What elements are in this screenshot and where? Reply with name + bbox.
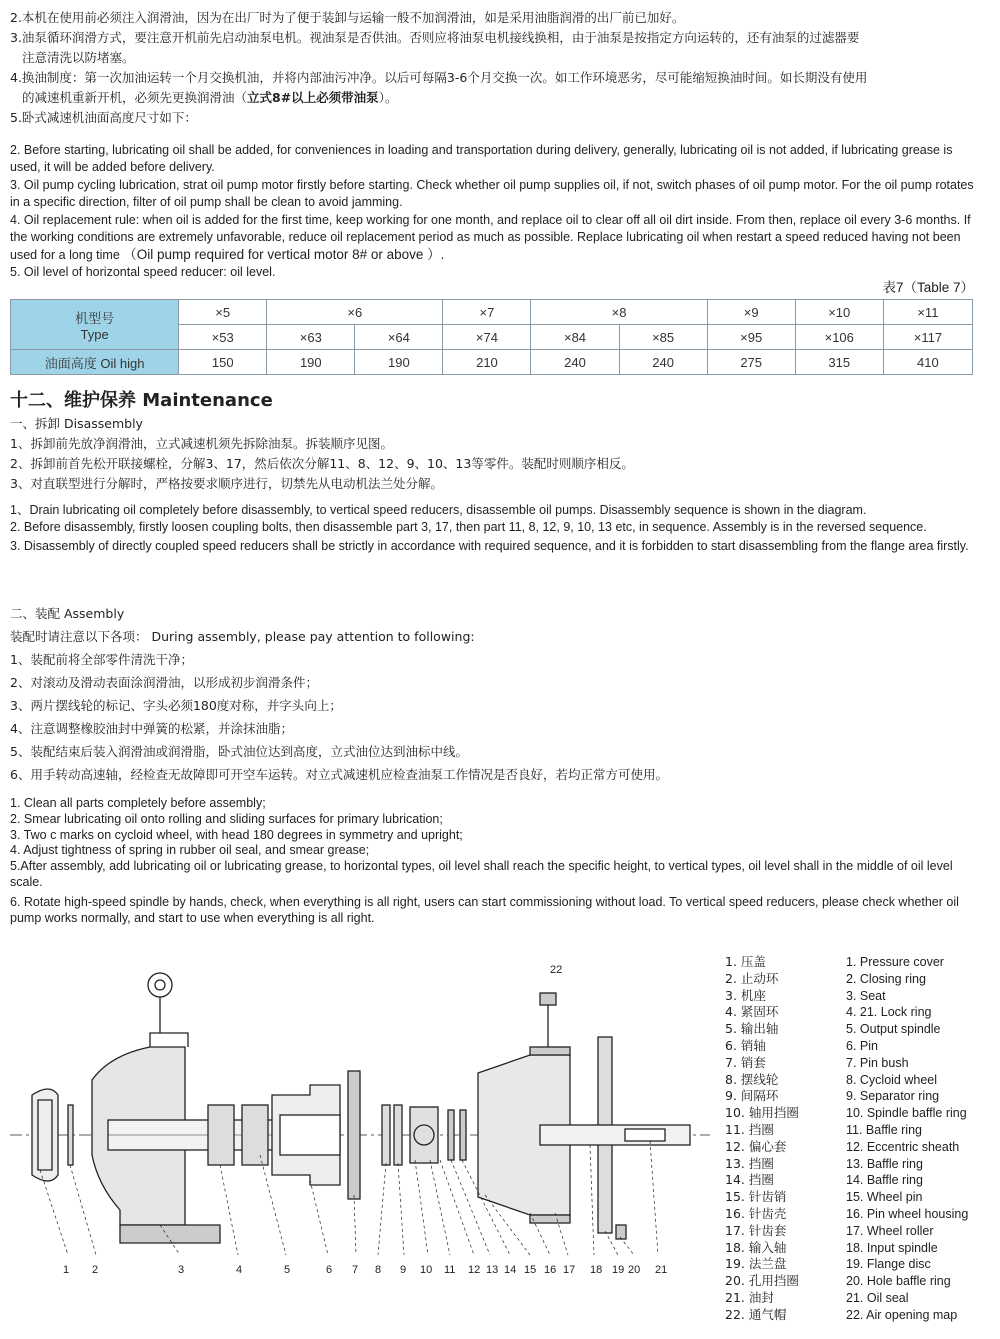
assembly-cn-5: 5、装配结束后装入润滑油或润滑脂，卧式油位达到高度，立式油位达到油标中线。 [10,744,468,759]
part-en-item: 16. Pin wheel housing [846,1206,969,1221]
cn-note-5: 5.卧式减速机油面高度尺寸如下： [10,110,197,125]
disassembly-cn [10,414,978,494]
disassembly-en [10,502,978,555]
part-cn-item: 15. 针齿销 [725,1189,787,1205]
type-header-en: Type [80,326,109,342]
part-cn-item: 20. 孔用挡圈 [725,1273,799,1289]
en-note-4-text: 4. Oil replacement rule: when oil is added for the first time, keep working for one month, and replace oil to clear off all oil dirt inside. From then, replace oil every 3-6 months. If the working conditions are extremely unfavorable, reduce oil replacement period as much as possible. Replace lubricating oil when restart a speed reduced having not been used for a long time [10,213,971,262]
diagram-label-9: 9 [400,1264,407,1276]
diagram-label-15: 15 [524,1264,537,1276]
part-en-item: 5. Output spindle [846,1022,941,1037]
oil-value-cell: 275 [707,350,795,375]
group-cell: ×8 [531,300,707,325]
assembly-cn [10,602,978,786]
part-en-item: 14. Baffle ring [846,1173,923,1188]
group-cell: ×11 [883,300,972,325]
diagram-label-11: 11 [444,1264,456,1276]
oil-value-cell: 210 [443,350,531,375]
part-cn-item: 1. 压盖 [725,954,766,969]
table-caption: 表7（Table 7） [882,280,974,295]
group-cell: ×7 [443,300,531,325]
part-en-item: 12. Eccentric sheath [846,1139,960,1154]
part-en-item: 10. Spindle baffle ring [846,1106,967,1121]
diagram-label-22: 22 [550,964,563,976]
en-note-4-pump: （Oil pump required for vertical motor 8# or above ）. [123,247,445,262]
model-cell: ×64 [355,325,443,350]
part-cn-item: 10. 轴用挡圈 [725,1105,799,1121]
part-cn-item: 7. 销套 [725,1054,766,1070]
diagram-label-20: 20 [628,1264,641,1276]
diagram-label-14: 14 [504,1264,517,1276]
diagram-label-18: 18 [590,1264,603,1276]
part-en-item: 18. Input spindle [846,1240,938,1255]
diagram-label-16: 16 [544,1264,557,1276]
disassembly-cn-2: 2、拆卸前首先松开联接螺栓，分解3、17，然后依次分解11、8、12、9、10、13等零件。装配时则顺序相反。 [10,456,634,471]
oil-value-cell: 240 [619,350,707,375]
cn-note-3: 3.油泵循环润滑方式，要注意开机前先启动油泵电机。视油泵是否供油。否则应将油泵电机接线换相，由于油泵是按指定方向运转的，还有油泵的过滤器要 [10,30,860,45]
part-en-item: 22. Air opening map [846,1307,958,1322]
cn-note-2: 2.本机在使用前必须注入润滑油，因为在出厂时为了便于装卸与运输一般不加润滑油，如是采用油脂润滑的出厂前已加好。 [10,10,685,25]
section-title: 十二、维护保养 Maintenance [10,390,273,411]
part-en-item: 2. Closing ring [846,971,926,986]
part-en-item: 17. Wheel roller [846,1223,934,1238]
assembly-en-5: 5.After assembly, add lubricating oil or lubricating grease, to horizontal types, oil level shall reach the specific height, to vertical types, oil level shall in the middle of oil level scale. [10,859,953,889]
part-en-item: 15. Wheel pin [846,1190,923,1205]
model-cell: ×117 [883,325,972,350]
diagram-label-19: 19 [612,1264,625,1276]
assembly-cn-6: 6、用手转动高速轴，经检查无故障即可开空车运转。对立式减速机应检查油泵工作情况是否良好，若均正常方可使用。 [10,767,668,782]
diagram-label-4: 4 [236,1264,243,1276]
en-notes [10,142,978,281]
diagram-label-7: 7 [352,1264,359,1276]
parts-legend-en [846,954,968,1324]
assembly-en-6: 6. Rotate high-speed spindle by hands, check, when everything is all right, users can start commissioning without load. To vertical speed reducers, please check whether oil pump works normally, and start to use when everything is all right. [10,894,959,925]
diagram-label-5: 5 [284,1264,291,1276]
cn-note-3-cont: 注意清洗以防堵塞。 [22,50,135,65]
assembly-title: 二、装配 Assembly [10,606,125,621]
part-cn-item: 12. 偏心套 [725,1138,787,1154]
part-cn-item: 18. 输入轴 [725,1239,787,1255]
diagram-label-13: 13 [486,1264,499,1276]
disassembly-cn-1: 1、拆卸前先放净润滑油，立式减速机须先拆除油泵。拆装顺序见图。 [10,436,393,451]
model-cell: ×84 [531,325,619,350]
part-cn-item: 5. 输出轴 [725,1021,779,1037]
disassembly-en-2: 2. Before disassembly, firstly loosen coupling bolts, then disassemble part 3, 17, then part 11, 8, 12, 9, 10, 13 etc, in sequence. Assembly is in the reversed sequence. [10,520,927,534]
part-cn-item: 9. 间隔环 [725,1088,779,1104]
part-en-item: 13. Baffle ring [846,1156,923,1171]
diagram-label-21: 21 [655,1264,668,1276]
en-note-5: 5. Oil level of horizontal speed reducer: oil level. [10,265,276,279]
assembly-cn-3: 3、两片摆线轮的标记、字头必须180度对称，并字头向上； [10,698,342,713]
type-header [11,300,179,350]
diagram-label-8: 8 [375,1264,382,1276]
en-note-3: 3. Oil pump cycling lubrication, strat oil pump motor firstly before starting. Check whether oil pump supplies oil, if not, switch phases of oil pump motor. For the oil pump rotates in a specific direction, filter of oil pump shall be clean to avoid jamming. [10,178,974,209]
part-cn-item: 11. 挡圈 [725,1121,774,1137]
diagram-label-17: 17 [563,1264,576,1276]
oil-value-cell: 315 [795,350,883,375]
disassembly-en-3: 3. Disassembly of directly coupled speed reducers shall be strictly in accordance with required sequence, and it is forbidden to start disassembling from the flange area firstly. [10,539,969,553]
model-cell: ×106 [795,325,883,350]
assembly-en-2: 2. Smear lubricating oil onto rolling and sliding surfaces for primary lubrication; [10,811,443,826]
assembly-en-4: 4. Adjust tightness of spring in rubber oil seal, and smear grease; [10,843,370,858]
part-en-item: 3. Seat [846,988,886,1003]
oil-value-cell: 150 [179,350,267,375]
diagram-label-6: 6 [326,1264,333,1276]
part-cn-item: 17. 针齿套 [725,1222,787,1238]
part-cn-item: 4. 紧固环 [725,1004,779,1020]
assembly-cn-2: 2、对滚动及滑动表面涂润滑油，以形成初步润滑条件； [10,675,318,690]
assembly-en-1: 1. Clean all parts completely before assembly; [10,796,266,810]
part-cn-item: 3. 机座 [725,987,766,1003]
part-en-item: 9. Separator ring [846,1089,940,1104]
model-cell: ×53 [179,325,267,350]
parts-legend-cn [725,954,799,1324]
part-en-item: 21. Oil seal [846,1290,909,1305]
exploded-diagram [10,955,715,1285]
oil-high-header: 油面高度 Oil high [11,350,179,375]
part-en-item: 6. Pin [846,1038,878,1053]
model-cell: ×74 [443,325,531,350]
part-en-item: 19. Flange disc [846,1257,931,1272]
cn-notes [10,8,978,128]
model-cell: ×85 [619,325,707,350]
part-en-item: 7. Pin bush [846,1055,909,1070]
cn-note-4: 4.换油制度：第一次加油运转一个月交换机油，并将内部油污冲净。以后可每隔3-6个月交换一次。如工作环境恶劣，尽可能缩短换油时间。如长期没有使用 [10,70,868,85]
diagram-label-12: 12 [468,1264,481,1276]
part-cn-item: 8. 摆线轮 [725,1071,779,1087]
diagram-label-1: 1 [63,1264,70,1276]
en-note-2: 2. Before starting, lubricating oil shall be added, for conveniences in loading and transportation during delivery, generally, lubricating oil is not added, if lubricating grease is used, it will be added before delivery. [10,143,953,174]
model-cell: ×95 [707,325,795,350]
model-cell: ×63 [267,325,355,350]
part-cn-item: 16. 针齿壳 [725,1205,787,1221]
part-en-item: 20. Hole baffle ring [846,1274,951,1289]
assembly-intro: 装配时请注意以下各项： During assembly, please pay attention to following: [10,629,475,644]
part-en-item: 8. Cycloid wheel [846,1072,938,1087]
group-cell: ×6 [267,300,443,325]
part-cn-item: 6. 销轴 [725,1037,766,1053]
part-cn-item: 19. 法兰盘 [725,1256,787,1272]
diagram-label-2: 2 [92,1264,99,1276]
group-cell: ×5 [179,300,267,325]
assembly-en-3: 3. Two c marks on cycloid wheel, with head 180 degrees in symmetry and upright; [10,827,463,842]
group-cell: ×10 [795,300,883,325]
part-cn-item: 2. 止动环 [725,970,779,986]
part-cn-item: 22. 通气帽 [725,1306,787,1322]
group-cell: ×9 [707,300,795,325]
oil-value-cell: 410 [883,350,972,375]
assembly-cn-4: 4、注意调整橡胶油封中弹簧的松紧，并涂抹油脂； [10,721,293,736]
type-header-cn: 机型号 [75,310,115,326]
part-cn-item: 21. 油封 [725,1289,774,1305]
disassembly-en-1: 1、Drain lubricating oil completely before disassembly, to vertical speed reducers, disassemble oil pumps. Disassembly sequence is shown in the diagram. [10,503,867,517]
cn-note-4-cont [10,88,978,108]
en-note-4 [10,212,978,264]
oil-value-cell: 190 [355,350,443,375]
part-cn-item: 14. 挡圈 [725,1172,774,1188]
cn-note-4-bold: 立式8#以上必须带油泵 [247,90,379,105]
cn-note-4-end: ）。 [378,90,398,105]
part-en-item: 4. 21. Lock ring [846,1005,932,1020]
diagram-label-3: 3 [178,1264,185,1276]
part-cn-item: 13. 挡圈 [725,1155,774,1171]
oil-value-cell: 240 [531,350,619,375]
assembly-en [10,796,978,926]
part-en-item: 11. Baffle ring [846,1122,922,1137]
part-en-item: 1. Pressure cover [846,955,944,969]
oil-value-cell: 190 [267,350,355,375]
assembly-cn-1: 1、装配前将全部零件清洗干净； [10,652,193,667]
disassembly-title: 一、拆卸 Disassembly [10,416,143,431]
diagram-label-10: 10 [420,1264,433,1276]
disassembly-cn-3: 3、对直联型进行分解时，严格按要求顺序进行，切禁先从电动机法兰处分解。 [10,476,443,491]
cn-note-4-text: 的减速机重新开机，必须先更换润滑油（ [22,90,248,105]
oil-level-table [10,299,973,375]
